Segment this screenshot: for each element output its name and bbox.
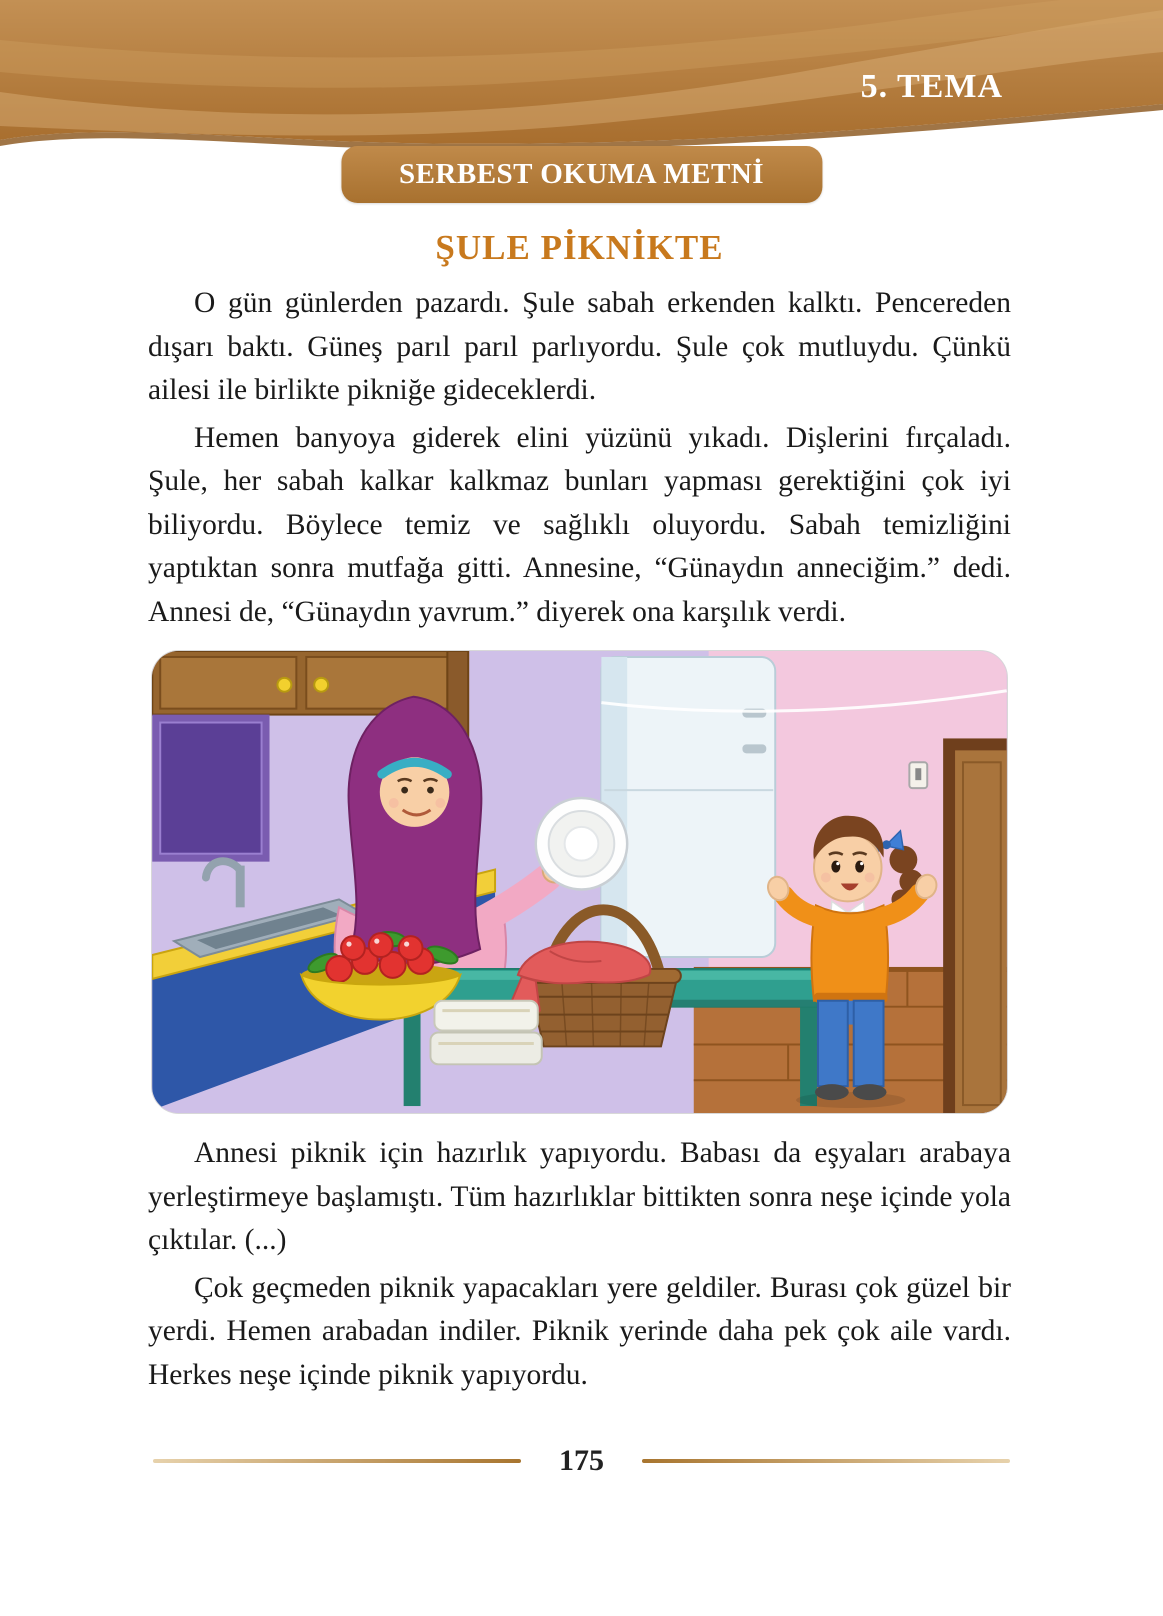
shoe	[815, 1084, 849, 1100]
paragraph-1: O gün günlerden pazardı. Şule sabah erkenden kalktı. Pencereden dışarı baktı. Güneş parıl parıl parlıyordu. Şule çok mutluydu. Çünkü ailesi ile birlikte pikniğe gideceklerdi.	[148, 287, 1011, 406]
page-header	[0, 0, 1163, 215]
reading-text-badge: SERBEST OKUMA METNİ	[341, 146, 822, 203]
paragraph-2: Hemen banyoya giderek elini yüzünü yıkadı. Dişlerini fırçaladı. Şule, her sabah kalkar kalkmaz bunları yapması gerektiğini çok iyi biliyordu. Böylece temiz ve sağlıklı oluyordu. Sabah temizliğini yaptıktan sonra mutfağa gitti. Annesine, “Günaydın anneciğim.” dedi. Annesi de, “Günaydın yavrum.” diyerek ona karşılık verdi.	[148, 421, 1011, 628]
shoe	[853, 1084, 887, 1100]
window	[152, 715, 269, 862]
paragraph-3: Annesi piknik için hazırlık yapıyordu. Babası da eşyaları arabaya yerleştirmeye başlamıştı. Tüm hazırlıklar bittikten sonra neşe içinde yola çıktılar. (...)	[148, 1137, 1011, 1256]
tema-label: 5. TEMA	[860, 68, 1003, 105]
headscarf	[349, 697, 482, 965]
kitchen-illustration	[151, 650, 1008, 1114]
footer-rule-right	[642, 1459, 1010, 1463]
page-number: 175	[559, 1444, 604, 1477]
plate	[536, 798, 627, 889]
paragraph-4: Çok geçmeden piknik yapacakları yere geldiler. Burası çok güzel bir yerdi. Hemen arabadan indiler. Piknik yerinde daha pek çok aile vardı. Herkes neşe içinde piknik yapıyordu.	[148, 1271, 1011, 1391]
page-title: ŞULE PİKNİKTE	[435, 228, 724, 267]
food-containers	[430, 1001, 541, 1065]
page-footer	[0, 1444, 1163, 1478]
kitchen-scene-graphic	[152, 651, 1007, 1113]
footer-rule-left	[153, 1459, 521, 1463]
